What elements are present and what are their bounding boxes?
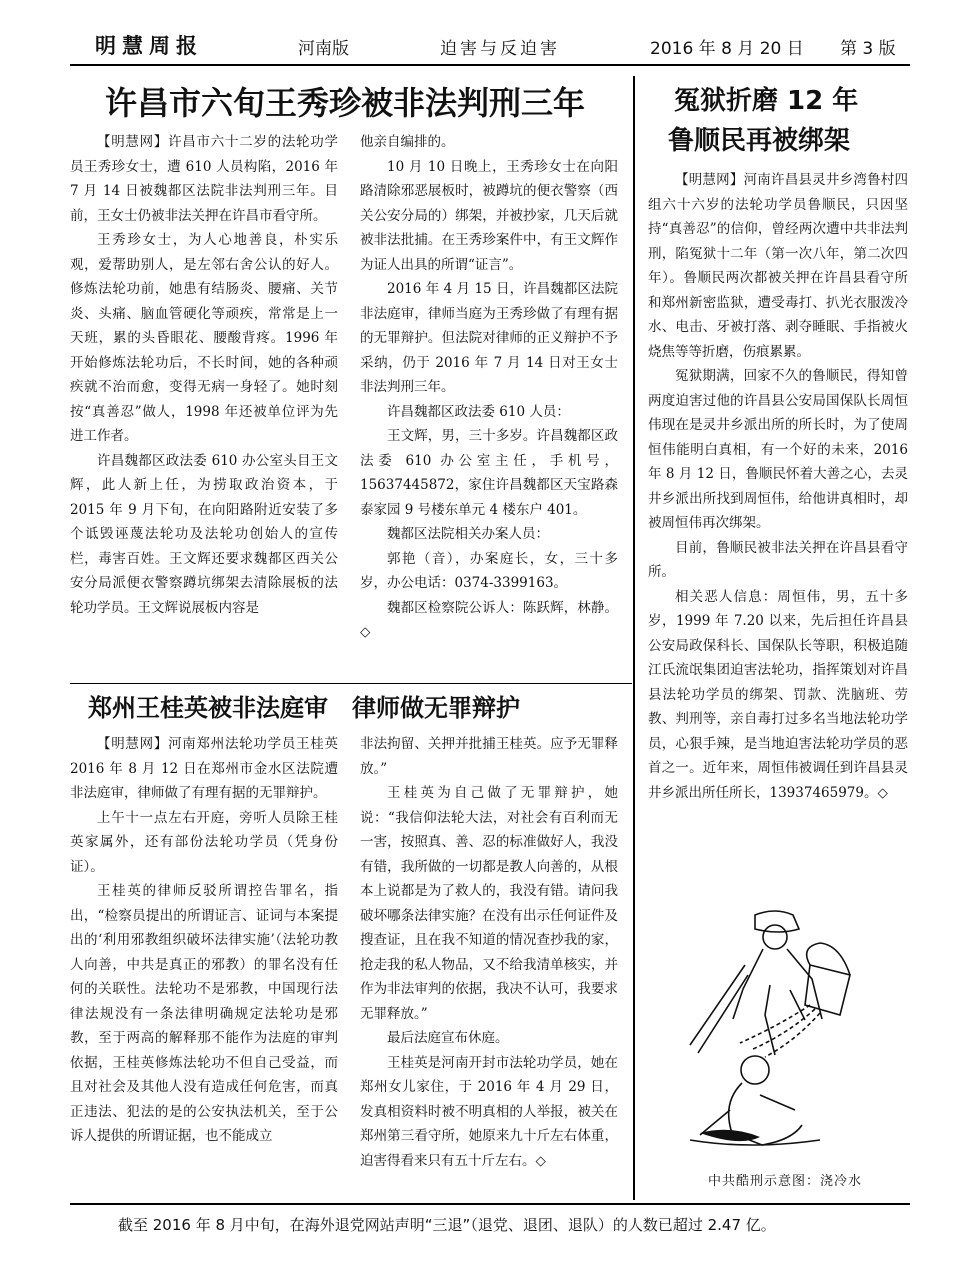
article3-column-1 [70, 732, 338, 1149]
article3-paragraph: 王桂英是河南开封市法轮功学员，她在郑州女儿家住，于 2016 年 4 月 29 日，发真相资料时被不明真相的人举报，被关在郑州第三看守所，她原来九十斤左右体重，迫害得看来只有五十斤左右。◇ [360, 1054, 618, 1169]
article1-paragraph: 他亲自编排的。 [360, 134, 455, 150]
article1-title: 许昌市六旬王秀珍被非法判刑三年 [105, 84, 586, 122]
article1-paragraph: 许昌魏都区政法委 610 人员： [387, 403, 570, 420]
article3-paragraph: 上午十一点左右开庭，旁听人员除王桂英家属外，还有部份法轮功学员（凭身份证）。 [70, 809, 338, 875]
illustration-caption: 中共酷刑示意图：浇冷水 [708, 1174, 863, 1189]
article1-paragraph: 2016 年 4 月 15 日，许昌魏都区法院非法庭审，律师当庭为王秀珍做了有理有据的无罪辩护。但法院对律师的正义辩护不予采纳，仍于 2016 年 7 月 14 日对王女士非法判刑三年。 [360, 281, 618, 395]
article1-paragraph: 【明慧网】许昌市六十二岁的法轮功学员王秀珍女士，遭 610 人员构陷，2016 年 7 月 14 日被魏都区法院非法判刑三年。目前，王女士仍被非法关押在许昌市看守所。 [70, 134, 338, 224]
article3-column-2 [360, 732, 618, 1173]
edition-label: 河南版 [298, 39, 349, 59]
header-rule [70, 64, 910, 66]
article1-paragraph: 郭艳（音），办案庭长，女，三十多岁，办公电话：0374-3399163。 [360, 550, 618, 591]
article1-paragraph: 魏都区法院相关办案人员： [387, 526, 549, 542]
masthead: 明慧周报 [95, 34, 203, 58]
article2-paragraph: 冤狱期满，回家不久的鲁顺民，得知曾两度迫害过他的许昌县公安局国保队长周恒伟现在是灵井乡派出所的所长时，为了使周恒伟能明白真相，有一个好的未来，2016 年 8 月 12 日，鲁顺民怀着大善之心，去灵井乡派出所找到周恒伟，给他讲真相时，却被周恒伟再次绑架。 [648, 368, 908, 531]
footer-note: 截至 2016 年 8 月中旬，在海外退党网站声明“三退”（退党、退团、退队）的人数已超过 2.47 亿。 [118, 1216, 776, 1234]
article2-paragraph: 相关恶人信息：周恒伟，男，五十多岁，1999 年 7.20 以来，先后担任许昌县公安局政保科长、国保队长等职，积极追随江氏流氓集团迫害法轮功，指挥策划对许昌县法轮功学员的绑架、罚款、洗脑班、劳教、判刑等，亲自毒打过多名当地法轮功学员，心狠手辣，是当地迫害法轮功学员的恶首之一。近年来，周恒伟被调任到许昌县灵井乡派出所任所长，13937465979。◇ [648, 588, 908, 801]
article3-paragraph: 王桂英为自己做了无罪辩护，她说：“我信仰法轮大法，对社会有百利而无一害，按照真、善、忍的标准做好人，我没有错，我所做的一切都是教人向善的，从根本上说都是为了救人的，我没有错。请问我破坏哪条法律实施？在没有出示任何证件及搜查证，且在我不知道的情况查抄我的家，抢走我的私人物品，又不给我清单核实，并作为非法审判的依据，我决不认可，我要求无罪释放。” [360, 785, 618, 1022]
article1-column-1 [70, 130, 338, 620]
article2-paragraph: 【明慧网】河南许昌县灵井乡湾鲁村四组六十六岁的法轮功学员鲁顺民，只因坚持“真善忍”的信仰，曾经两次遭中共非法判刑，陷冤狱十二年（第一次八年，第二次四年）。鲁顺民两次都被关押在许昌县看守所和郑州新密监狱，遭受毒打、扒光衣服泼冷水、电击、牙被打落、剥夺睡眠、手指被火烧焦等等折磨，伤痕累累。 [648, 172, 908, 360]
article3-paragraph: 最后法庭宣布休庭。 [387, 1030, 509, 1046]
footer-rule [70, 1203, 910, 1205]
article2-body [648, 168, 908, 805]
article1-paragraph: 王秀珍女士，为人心地善良，朴实乐观，爱帮助别人，是左邻右舍公认的好人。修炼法轮功前，她患有结肠炎、腰痛、关节炎、头痛、脑血管硬化等顽疾，常常是上一天班，累的头昏眼花、腰酸背疼。1996 年开始修炼法轮功后，不长时间，她的各种顽疾就不治而愈，变得无病一身轻了。她时刻按“真善忍”做人，1998 年还被单位评为先进工作者。 [70, 232, 338, 444]
article1-column-2 [360, 130, 618, 645]
article3-top-rule [70, 683, 632, 684]
torture-illustration [660, 905, 900, 1160]
article3-paragraph: 非法拘留、关押并批捕王桂英。应予无罪释放。” [360, 736, 618, 777]
article2-title-line2: 鲁顺民再被绑架 [668, 126, 851, 156]
article1-paragraph: 王文辉，男，三十多岁。许昌魏都区政法委 610 办公室主任，手机号，15637445872，家住许昌魏都区天宝路森泰家园 9 号楼东单元 4 楼东户 401。 [360, 428, 618, 518]
article2-title-line1: 冤狱折磨 12 年 [674, 86, 859, 116]
article3-paragraph: 【明慧网】河南郑州法轮功学员王桂英 2016 年 8 月 12 日在郑州市金水区法院遭非法庭审，律师做了有理有据的无罪辩护。 [70, 736, 338, 801]
article1-paragraph: 魏都区检察院公诉人：陈跃辉，林静。◇ [360, 599, 618, 640]
article3-paragraph: 王桂英的律师反驳所谓控告罪名，指出，“检察员提出的所谓证言、证词与本案提出的‘利用邪教组织破坏法律实施’（法轮功教人向善，中共是真正的邪教）的罪名没有任何的关联性。法轮功不是邪教，中国现行法律法规没有一条法律明确规定法轮功是邪教，至于两高的解释那不能作为法庭的审判依据，王桂英修炼法轮功不但自己受益，而且对社会及其他人没有造成任何危害，而真正违法、犯法的是的公安执法机关，至于公诉人提供的所谓证据，也不能成立 [70, 883, 338, 1144]
article1-paragraph: 10 月 10 日晚上，王秀珍女士在向阳路清除邪恶展板时，被蹲坑的便衣警察（西关公安分局的）绑架，并被抄家，几天后就被非法批捕。在王秀珍案件中，有王文辉作为证人出具的所谓“证言”。 [360, 158, 618, 273]
page-number: 第 3 版 [840, 39, 896, 59]
column-divider [633, 76, 635, 1200]
article1-paragraph: 许昌魏都区政法委 610 办公室头目王文辉，此人新上任，为捞取政治资本，于 2015 年 9 月下旬，在向阳路附近安装了多个诋毁诬蔑法轮功及法轮功创始人的宣传栏，毒害百姓。王文辉还要求魏都区西关公安分局派便衣警察蹲坑绑架去清除展板的法轮功学员。王文辉说展板内容是 [70, 452, 338, 616]
section-label: 迫害与反迫害 [440, 39, 560, 59]
article2-paragraph: 目前，鲁顺民被非法关押在许昌县看守所。 [648, 539, 908, 580]
article3-title: 郑州王桂英被非法庭审 律师做无罪辩护 [88, 694, 520, 722]
issue-date: 2016 年 8 月 20 日 [650, 39, 804, 59]
